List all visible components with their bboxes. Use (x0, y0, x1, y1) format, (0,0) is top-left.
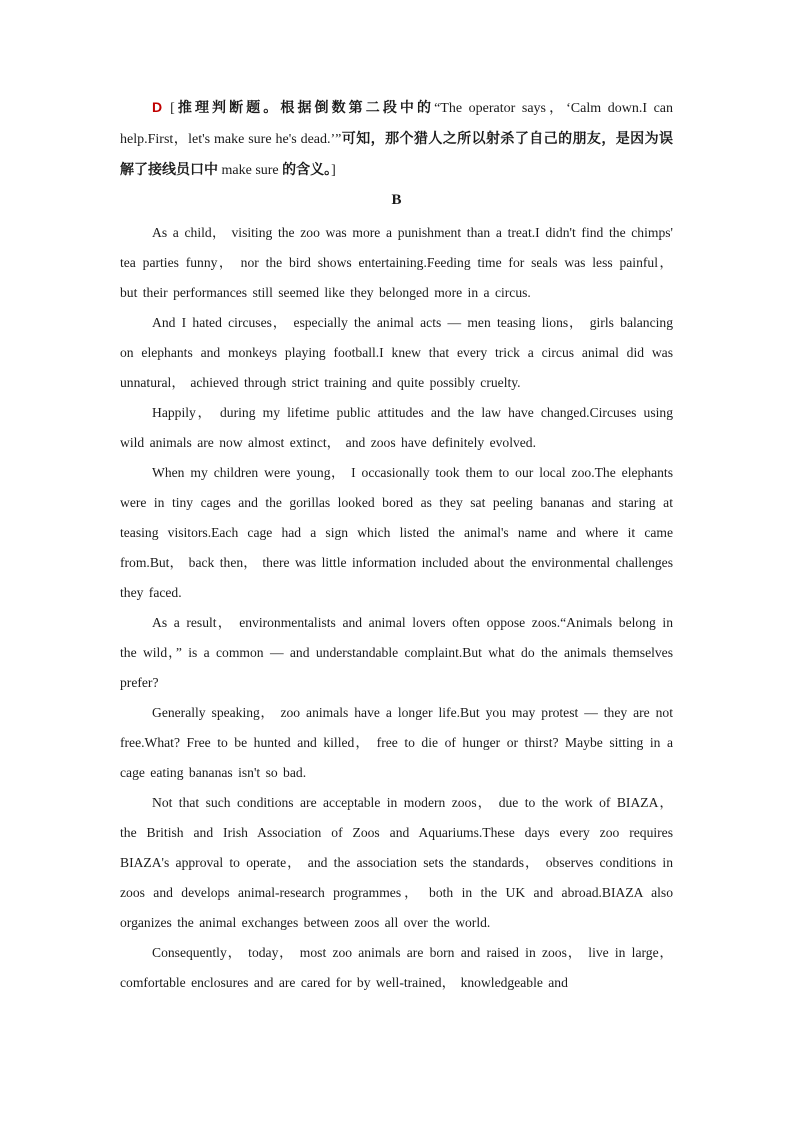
section-title: B (391, 192, 402, 208)
document-page (120, 92, 673, 998)
paragraph-4: When my children were young， I occasionally took them to our local zoo.The elephants were in tiny cages and the gorillas looked bored as they sat peeling bananas and staring at teasing visitors.Each cage had a sign which listed the animal's name and where it came from.But， back then， there was little information included about the environmental challenges they faced. (120, 465, 673, 600)
answer-quote: “The operator says，‘Calm down.I can help.First，let's make sure he's dead.’” (120, 101, 674, 147)
paragraph-5: As a result， environmentalists and animal lovers often oppose zoos.“Animals belong in the wild，” is a common — and understandable complaint.But what do the animals themselves prefer? (120, 615, 673, 690)
answer-letter: D (152, 99, 163, 115)
answer-explain-2: 的含义。 (282, 162, 332, 178)
open-bracket: [ (170, 101, 175, 116)
answer-label: 推理判断题。根据倒数第二段中的 (174, 100, 435, 116)
paragraph-6: Generally speaking， zoo animals have a longer life.But you may protest — they are not free.What? Free to be hunted and killed， free to die of hunger or thirst? Maybe sitting in a cage eating bananas isn't so bad. (120, 705, 673, 780)
answer-explanation (120, 92, 673, 186)
make-sure-phrase: make sure (221, 163, 279, 178)
paragraph-1: As a child， visiting the zoo was more a punishment than a treat.I didn't find the chimps' tea parties funny， nor the bird shows entertaining.Feeding time for seals was less painful， but their performances still seemed like they belonged more in a circus. (120, 225, 673, 300)
paragraph-3: Happily， during my lifetime public attitudes and the law have changed.Circuses using wild animals are now almost extinct， and zoos have definitely evolved. (120, 405, 673, 450)
answer-explain-1: 可知，那个猎人之所以射杀了自己的朋友，是因为误解了接线员口中 (120, 131, 674, 178)
paragraph-7: Not that such conditions are acceptable in modern zoos， due to the work of BIAZA， the British and Irish Association of Zoos and Aquariums.These days every zoo requires BIAZA's approval to operate， and the association sets the standards， observes conditions in zoos and develops animal-research programmes， both in the UK and abroad.BIAZA also organizes the animal exchanges between zoos all over the world. (120, 795, 673, 930)
close-bracket: ] (331, 163, 336, 178)
paragraph-8: Consequently， today， most zoo animals are born and raised in zoos， live in large， comfortable enclosures and are cared for by well-trained， knowledgeable and (120, 945, 673, 990)
paragraph-2: And I hated circuses， especially the animal acts — men teasing lions， girls balancing on elephants and monkeys playing football.I knew that every trick a circus animal did was unnatural， achieved through strict training and quite possibly cruelty. (120, 315, 673, 390)
